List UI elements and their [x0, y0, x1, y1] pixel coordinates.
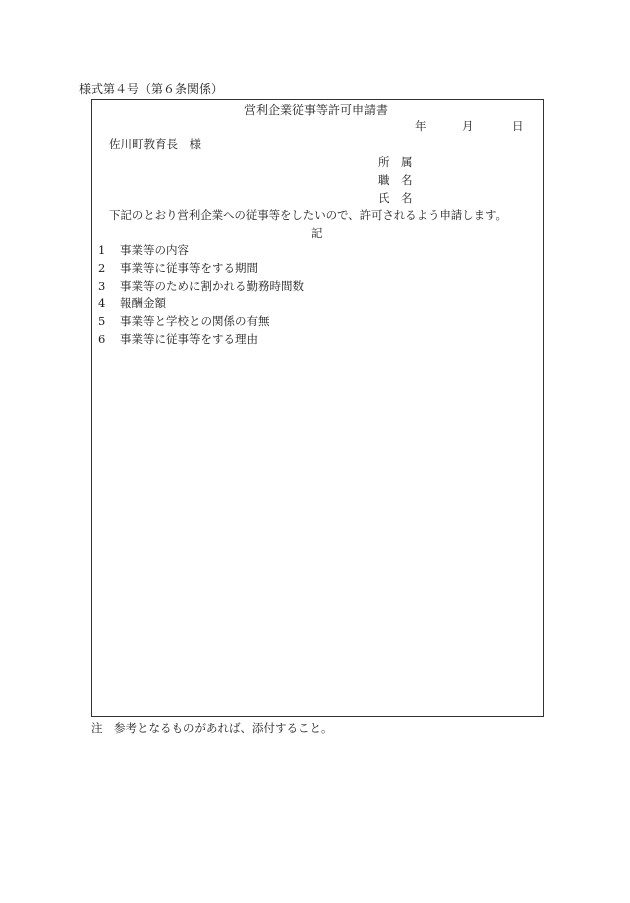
addressee: 佐川町教育長 様 — [109, 137, 201, 151]
item-number: 5 — [98, 314, 106, 328]
footnote: 注 参考となるものがあれば、添付すること。 — [91, 721, 333, 735]
affiliation-label: 所 属 — [378, 155, 413, 169]
date-month-label: 月 — [462, 119, 474, 133]
list-item — [98, 281, 304, 293]
item-label: 報酬金額 — [120, 296, 166, 310]
list-item — [98, 334, 258, 346]
name-label: 氏 名 — [378, 191, 413, 205]
item-label: 事業等のために割かれる勤務時間数 — [120, 279, 304, 293]
request-statement: 下記のとおり営利企業への従事等をしたいので、許可されるよう申請します。 — [109, 208, 507, 222]
item-label: 事業等に従事等をする理由 — [120, 332, 258, 346]
item-label: 事業等に従事等をする期間 — [120, 261, 258, 275]
item-number: 6 — [98, 332, 106, 346]
form-frame — [91, 99, 544, 717]
document-title: 営利企業従事等許可申請書 — [244, 103, 389, 117]
date-day-label: 日 — [512, 119, 524, 133]
item-number: 2 — [98, 261, 106, 275]
list-item — [98, 316, 270, 328]
form-number: 様式第４号（第６条関係） — [79, 82, 224, 96]
item-number: 4 — [98, 296, 106, 310]
list-item — [98, 245, 189, 257]
list-item — [98, 263, 258, 275]
item-number: 3 — [98, 279, 106, 293]
date-year-label: 年 — [415, 119, 427, 133]
list-item — [98, 298, 166, 310]
item-label: 事業等と学校との関係の有無 — [120, 314, 270, 328]
item-label: 事業等の内容 — [120, 243, 189, 257]
item-number: 1 — [98, 243, 106, 257]
ki-heading: 記 — [311, 226, 323, 240]
position-label: 職 名 — [378, 173, 413, 187]
